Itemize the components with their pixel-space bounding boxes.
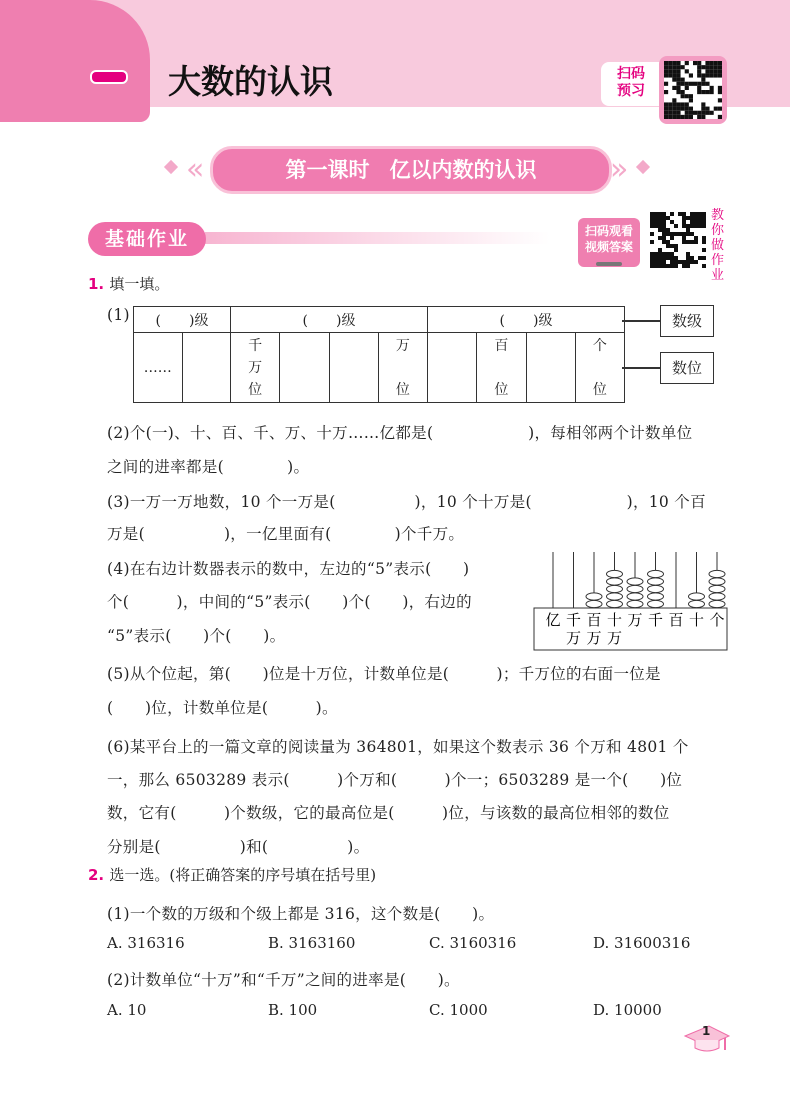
abacus-bead xyxy=(627,600,643,607)
question-line: 之间的进率都是( )。 xyxy=(107,458,310,476)
unit-tab xyxy=(0,0,150,122)
question-line: (2)个(一)、十、百、千、万、十万……亿都是( )，每相邻两个计数单位 xyxy=(107,424,693,442)
place-cell xyxy=(428,333,477,403)
place-cell xyxy=(182,333,231,403)
question-stem: (1)一个数的万级和个级上都是 316，这个数是( )。 xyxy=(107,905,495,923)
abacus-label: 百 xyxy=(586,611,602,629)
question-title: 选一选。 xyxy=(109,866,170,884)
level-cell[interactable]: ( )级 xyxy=(428,307,625,333)
abacus-bead xyxy=(607,593,623,600)
question-note: (将正确答案的序号填在括号里) xyxy=(169,866,377,884)
diamond-icon xyxy=(164,160,178,174)
section-divider xyxy=(205,232,550,244)
abacus-bead xyxy=(607,578,623,585)
question-line: ( )位，计数单位是( )。 xyxy=(107,699,338,717)
abacus-label: 十 xyxy=(606,611,623,629)
abacus-bead xyxy=(607,600,623,607)
lesson-name: 亿以内数的认识 xyxy=(389,158,537,182)
abacus-label: 百 xyxy=(668,611,684,629)
abacus-label: 万 xyxy=(627,611,643,629)
abacus-bead xyxy=(648,570,664,577)
abacus-label: 十 xyxy=(688,611,705,629)
option[interactable]: D. 31600316 xyxy=(593,934,691,952)
abacus-bead xyxy=(648,600,664,607)
scan-video-label xyxy=(578,218,640,267)
abacus-bead xyxy=(689,600,705,607)
abacus-label: 万 xyxy=(586,629,602,647)
abacus-label: 千 xyxy=(647,611,664,629)
place-cell: 万 位 xyxy=(378,333,427,403)
option[interactable]: B. 100 xyxy=(268,1001,318,1019)
place-cell: 千 万 位 xyxy=(231,333,280,403)
scan-text: 视频答案 xyxy=(584,240,633,254)
abacus-bead xyxy=(648,578,664,585)
chevron-left-icon: « xyxy=(186,152,205,187)
qr-pattern xyxy=(664,61,722,119)
abacus-label: 个 xyxy=(709,611,725,629)
option[interactable]: A. 316316 xyxy=(107,934,185,952)
abacus-bead xyxy=(586,593,602,600)
question-1-heading xyxy=(88,273,169,294)
unit-title: 大数的认识 xyxy=(168,62,333,101)
question-stem: (2)计数单位“十万”和“千万”之间的进率是( )。 xyxy=(107,971,460,989)
option[interactable]: C. 3160316 xyxy=(429,934,517,952)
question-line: (4)在右边计数器表示的数中，左边的“5”表示( ) xyxy=(107,560,470,578)
option[interactable]: A. 10 xyxy=(107,1001,147,1019)
qr-code-icon[interactable] xyxy=(659,56,727,124)
abacus-bead xyxy=(709,600,725,607)
question-line: “5”表示( )个( )。 xyxy=(107,627,286,645)
question-line: 万是( )，一亿里面有( )个千万。 xyxy=(107,525,465,543)
scan-text: 扫码观看 xyxy=(584,224,633,238)
abacus-label: 亿 xyxy=(545,611,561,629)
question-line: (5)从个位起，第( )位是十万位，计数单位是( )；千万位的右面一位是 xyxy=(107,665,661,683)
unit-number xyxy=(90,70,128,84)
option[interactable]: C. 1000 xyxy=(429,1001,488,1019)
lesson-number: 第一课时 xyxy=(285,158,370,182)
place-value-table xyxy=(133,306,625,403)
abacus-bead xyxy=(709,593,725,600)
scan-text: 扫码 xyxy=(617,66,645,82)
abacus-bead xyxy=(607,585,623,592)
question-2-heading xyxy=(88,864,376,885)
question-number: 1. xyxy=(88,275,105,293)
abacus-label: 千 xyxy=(565,611,582,629)
place-cell: …… xyxy=(134,333,183,403)
abacus-bead xyxy=(627,593,643,600)
level-box: 数级 xyxy=(660,305,714,337)
question-line: (6)某平台上的一篇文章的阅读量为 364801，如果这个数表示 36 个万和 4801 个 xyxy=(107,738,689,756)
place-cell xyxy=(329,333,378,403)
question-line: 分别是( )和( )。 xyxy=(107,838,370,856)
place-cell xyxy=(526,333,575,403)
scan-preview-label xyxy=(601,62,661,106)
diamond-icon xyxy=(636,160,650,174)
abacus-bead xyxy=(709,585,725,592)
abacus-bead xyxy=(648,585,664,592)
level-cell[interactable]: ( )级 xyxy=(231,307,428,333)
option[interactable]: D. 10000 xyxy=(593,1001,662,1019)
place-cell: 百 位 xyxy=(477,333,526,403)
place-box: 数位 xyxy=(660,352,714,384)
question-line: 个( )，中间的“5”表示( )个( )，右边的 xyxy=(107,593,472,611)
abacus-bead xyxy=(627,585,643,592)
monitor-stand-icon xyxy=(596,262,622,266)
arrow-icon xyxy=(622,320,660,322)
question-title: 填一填。 xyxy=(109,275,170,293)
abacus-counter xyxy=(533,552,729,652)
qr-code-icon[interactable] xyxy=(650,212,706,268)
question-line: 数，它有( )个数级，它的最高位是( )位，与该数的最高位相邻的数位 xyxy=(107,804,670,822)
place-cell xyxy=(280,333,329,403)
qr-pattern xyxy=(650,212,706,268)
arrow-icon xyxy=(622,367,660,369)
lesson-title xyxy=(210,146,612,194)
teach-label: 教你做作业 xyxy=(711,208,725,283)
page-number: 1 xyxy=(702,1024,711,1038)
abacus-bead xyxy=(709,578,725,585)
scan-text: 预习 xyxy=(617,83,645,99)
question-line: 一，那么 6503289 表示( )个万和( )个一；6503289 是一个( )位 xyxy=(107,771,683,789)
level-cell[interactable]: ( )级 xyxy=(134,307,231,333)
abacus-bead xyxy=(607,570,623,577)
abacus-bead xyxy=(648,593,664,600)
abacus-label: 万 xyxy=(565,629,582,647)
option[interactable]: B. 3163160 xyxy=(268,934,356,952)
question-number: 2. xyxy=(88,866,105,884)
abacus-bead xyxy=(627,578,643,585)
chevron-right-icon: » xyxy=(610,152,629,187)
abacus-bead xyxy=(709,570,725,577)
abacus-bead xyxy=(586,600,602,607)
section-title: 基础作业 xyxy=(88,222,206,256)
sub-label: (1) xyxy=(107,306,130,324)
question-line: (3)一万一万地数，10 个一万是( )，10 个十万是( )，10 个百 xyxy=(107,493,706,511)
place-cell: 个 位 xyxy=(575,333,624,403)
abacus-bead xyxy=(689,593,705,600)
abacus-label: 万 xyxy=(606,629,623,647)
